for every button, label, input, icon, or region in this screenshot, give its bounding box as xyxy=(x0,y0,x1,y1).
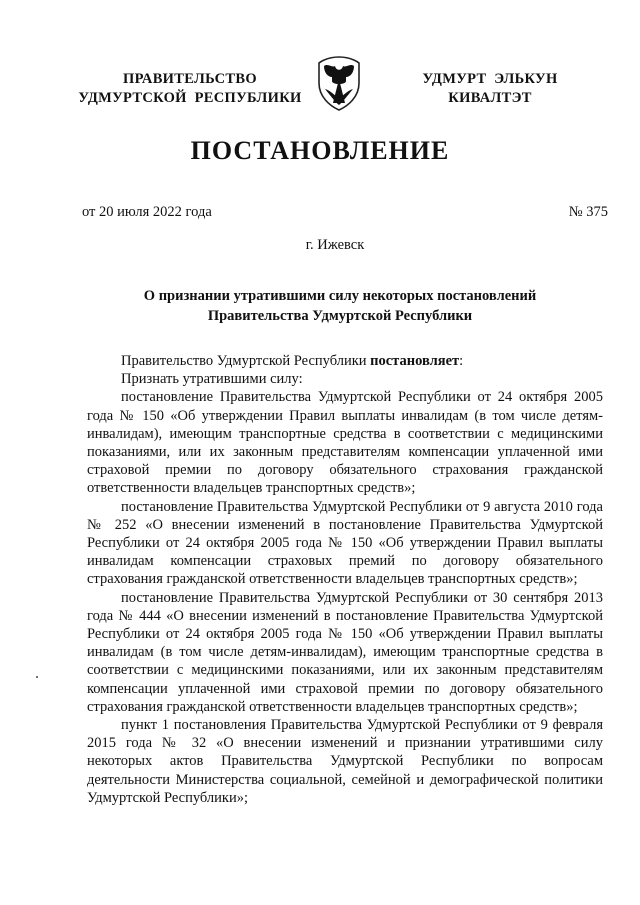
document-title: ПОСТАНОВЛЕНИЕ xyxy=(190,136,450,165)
intro-paragraph xyxy=(87,352,603,370)
header-right-line2: КИВАЛТЭТ xyxy=(448,90,532,106)
list-item: постановление Правительства Удмуртской Республики от 30 сентября 2013 года № 444 «О внесении изменений в постановление Правительства Удмуртской Республики от 24 октября 2005 года № 150 «Об утверждении Правил выплаты инвалидам (в том числе детям-инвалидам), имеющим транспортные средства в соответствии с медицинскими показаниями, или их законным представителям компенсации уплаченной ими страховой премии по договору обязательного страхования гражданской ответственности владельцев транспортных средств»; xyxy=(87,589,603,715)
intro-tail: : xyxy=(459,353,464,369)
intro-text: Правительство Удмуртской Республики xyxy=(121,353,371,369)
list-item: постановление Правительства Удмуртской Республики от 9 августа 2010 года № 252 «О внесении изменений в постановление Правительства Удмуртской Республики от 24 октября 2005 года № 150 «Об утверждении Правил выплаты инвалидам компенсации страховых премий по договору обязательного страхования гражданской ответственности владельцев транспортных средств»; xyxy=(87,498,603,588)
coat-of-arms-icon xyxy=(316,55,362,111)
intro-bold: постановляет xyxy=(370,353,460,369)
header-left-line1: ПРАВИТЕЛЬСТВО xyxy=(123,71,257,87)
document-body xyxy=(87,352,603,807)
document-subject xyxy=(80,286,600,326)
document-city: г. Ижевск xyxy=(305,237,365,253)
header-right-block xyxy=(395,70,585,108)
list-item: пункт 1 постановления Правительства Удмуртской Республики от 9 февраля 2015 года № 32 «О внесении изменений и признании утратившими силу некоторых актов Правительства Удмуртской Республики по вопросам деятельности Министерства социальной, семейной и демографической политики Удмуртской Республики»; xyxy=(87,717,603,806)
scan-speck xyxy=(36,676,38,678)
header-left-block xyxy=(70,70,310,108)
lead-paragraph: Признать утратившими силу: xyxy=(121,371,303,388)
subject-line2: Правительства Удмуртской Республики xyxy=(207,308,473,324)
list-item: постановление Правительства Удмуртской Республики от 24 октября 2005 года № 150 «Об утверждении Правил выплаты инвалидам (в том числе детям-инвалидам), имеющим транспортные средства в соответствии с медицинскими показаниями, или их законным представителям компенсации уплаченной ими страховой премии по договору обязательного страхования гражданской ответственности владельцев транспортных средств»; xyxy=(87,389,603,497)
document-number: № 375 xyxy=(568,204,608,220)
subject-line1: О признании утратившими силу некоторых постановлений xyxy=(143,288,537,304)
header-left-line2: УДМУРТСКОЙ РЕСПУБЛИКИ xyxy=(78,90,302,106)
header-right-line1: УДМУРТ ЭЛЬКУН xyxy=(422,71,558,87)
document-date: от 20 июля 2022 года xyxy=(82,204,212,220)
